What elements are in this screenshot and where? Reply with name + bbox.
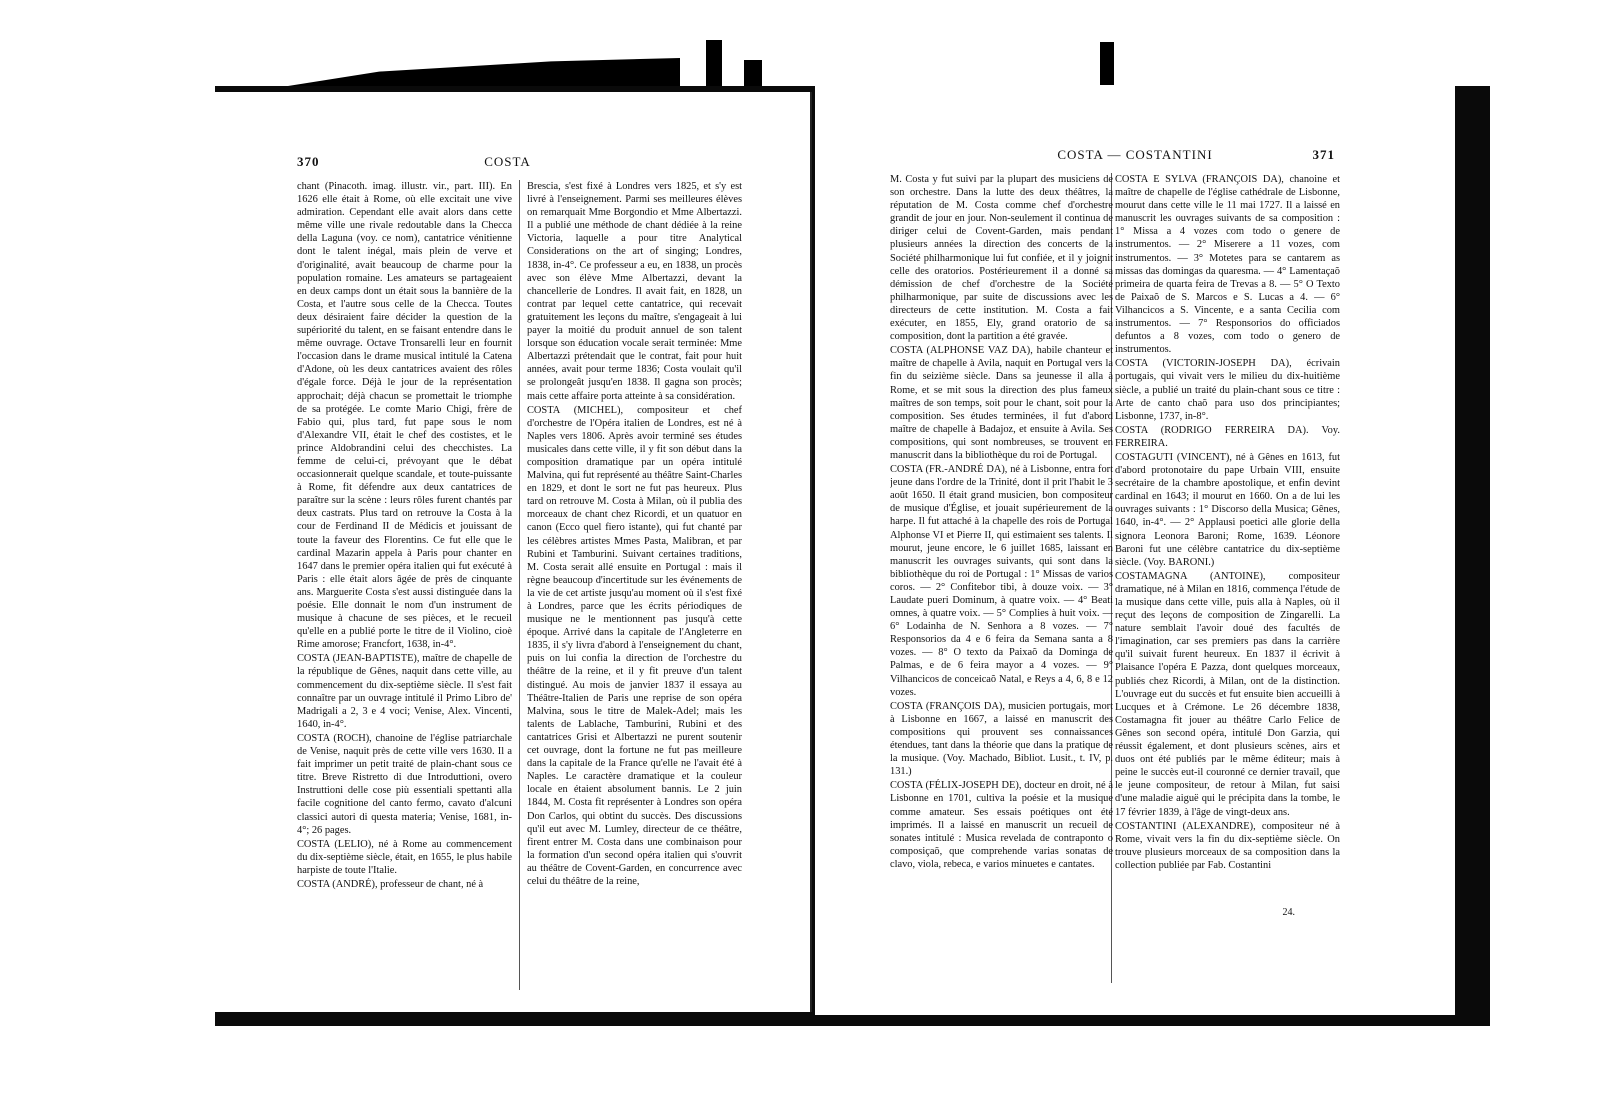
entry-costa-felix-joseph: COSTA (FÉLIX-JOSEPH DE), docteur en droit, né à Lisbonne en 1701, cultiva la poésie et la musique comme amateur. Ses essais poétiques ont été imprimés. Il a laissé en manuscrit un recueil de sonates intitulé : Musica revelada de contraponto o composiçaõ, que comprehende varias sonatas de clavo, viola, rebeca, e varios minuetes e cantates. [890,780,1113,870]
left-page-number: 370 [297,154,320,169]
entry-costa-victorin-joseph: COSTA (VICTORIN-JOSEPH DA), écrivain portugais, qui vivait vers le milieu du dix-huitième siècle, a publié un traité du plain-chant sous ce titre : Arte de canto chaõ para uso dos principiantes; Lisbonne, 1737, in-8°. [1115,358,1340,422]
entry-costa-michel-cont: M. Costa y fut suivi par la plupart des musiciens de son orchestre. Dans la lutte des deux théâtres, la réputation de M. Costa comme chef d'orchestre grandit de jour en jour. Non-seulement il continua de diriger celui de Covent-Garden, mais pendant plusieurs années la direction des concerts de la Société philharmonique lui fut confiée, et il y joignit celle des oratorios. Postérieurement il a donné sa démission de chef d'orchestre de la Société philharmonique, par suite de discussions avec les directeurs de cette institution. M. Costa a fait exécuter, en 1855, Ely, grand oratorio de sa composition, dont la partition a été gravée. [890,174,1113,343]
entry-costaguti: COSTAGUTI (VINCENT), né à Gênes en 1613, fut d'abord protonotaire du pape Urbain VIII, ensuite secrétaire de la chambre apostolique, et enfin devint cardinal en 1643; il mourut en 1660. On a de lui les ouvrages suivants : 1° Discorso della Musica; Gênes, 1640, in-4°. — 2° Applausi poetici alle glorie della signora Leonora Baroni; Rome, 1639. Léonore Baroni fut une célèbre cantatrice du dix-septième siècle. (Voy. BARONI.) [1115,451,1340,568]
entry-costa-roch: COSTA (ROCH), chanoine de l'église patriarchale de Venise, naquit près de cette ville vers 1630. Il a fait imprimer un petit traité de plain-chant sous ce titre. Breve Ristretto di due Introduttioni, overo Instruttioni delle cose più essentiali spettanti alla facile cognitione del canto fermo, cavato d'alcuni classici autori di questa materia; Venise, 1681, in-4°; 26 pages. [297,732,512,836]
scan-smudge-spine-left [706,40,722,92]
signature-mark: 24. [1282,907,1295,918]
entry-costa-andre-cont: Brescia, s'est fixé à Londres vers 1825, et s'y est livré à l'enseignement. Parmi ses meilleures élèves on remarquait Mme Borgondio et Mme Albertazzi. Il a publié une méthode de chant dédiée à la reine Victoria, laquelle a pour titre Analytical Considerations on the art of singing; Londres, 1838, in-4°. Ce professeur a eu, en 1838, un procès avec son élève Mme Albertazzi, devant la chancellerie de Londres. Il avait fait, en 1828, un contrat par lequel cette cantatrice, qui recevait gratuitement les leçons du maître, s'engageait à lui payer la moitié du produit annuel de son talent lorsque son éducation vocale serait terminée: Mme Albertazzi prétendait que le contrat, fait pour huit années, avait pour terme 1836; Costa voulait qu'il se prolongeât jusqu'en 1838. Il gagna son procès; mais cette affaire porta atteinte à sa considération. [527,181,742,402]
right-running-head: COSTA — COSTANTINI [1057,147,1213,162]
left-column-rule [519,180,520,990]
entry-costamagna: COSTAMAGNA (ANTOINE), compositeur dramatique, né à Milan en 1816, commença l'étude de la musique dans cette ville, puis alla à Naples, où il reçut des leçons de composition de Zingarelli. La nature semblait l'avoir doué des facultés de l'imagination, car ses premiers pas dans la carrière qu'il suivait furent heureux. En 1837 il écrivit à Plaisance l'opéra E Pazza, dont quelques morceaux, publiés chez Ricordi, à Milan, ont de la distinction. L'ouvrage eut du succès et fut ensuite bien accueilli à Lucques et à Crémone. Le 26 décembre 1838, Costamagna fit jouer au théâtre Carlo Felice de Gênes son second opéra, intitulé Don Garzia, qui réussit également, et dont plusieurs scènes, airs et duos ont été publiés par le même éditeur; mais à peine le succès eut-il couronné ce dernier travail, que le jeune compositeur, de retour à Milan, fut saisi d'une maladie aiguë qui le précipita dans la tombe, le 17 février 1839, à l'âge de vingt-deux ans. [1115,570,1340,818]
left-column-1 [297,180,512,1000]
right-page [815,85,1455,1015]
right-page-number: 371 [1312,147,1335,162]
entry-costa-fr-andre: COSTA (FR.-ANDRÉ DA), né à Lisbonne, entra fort jeune dans l'ordre de la Trinité, dont il prit l'habit le 3 août 1650. Il était grand musicien, bon compositeur de musique d'Église, et jouait supérieurement de la harpe. Il fut attaché à la chapelle des rois de Portugal Alphonse VI et Pierre II, qui estimaient ses talents. Il mourut, jeune encore, le 6 juillet 1685, laissant en manuscrit les ouvrages suivants, qui sont dans la bibliothèque du roi de Portugal : 1° Missas de varios coros. — 2° Confitebor tibi, à douze voix. — 3° Laudate pueri Dominum, à quatre voix. — 4° Beati omnes, à quatre voix. — 5° Complies à huit voix. — 6° Lodainha de N. Senhora a 8 vozes. — 7° Responsorios da 4 e 6 feira da Semana santa a 8 vozes. — 8° O texto da Paixaõ da Dominga de Palmas, e de 6 feira mayor a 4 vozes. — 9° Vilhancicos de conceicaõ Natal, e Reys a 4, 6, 8 e 12 vozes. [890,464,1113,698]
entry-costa-marguerite-cont: chant (Pinacoth. imag. illustr. vir., part. III). En 1626 elle était à Rome, où elle excitait une vive admiration. Cependant elle avait alors dans cette même ville une rivale redoutable dans la Checca della Laguna (voy. ce nom), cantatrice vénitienne dont le talent inégal, mais plein de verve et d'originalité, avait beaucoup de charme pour la population romaine. Les amateurs se partageaient en deux camps dont un était sous la bannière de la Costa, et l'autre sous celle de la Checca. Toutes deux désiraient faire décider la question de la supériorité du talent, en se faisant entendre dans le même ouvrage. Octave Tronsarelli leur en fournit l'occasion dans le drame musical intitulé la Catena d'Adone, où les deux cantatrices avaient des rôles d'égale force. Déjà le jour de la représentation approchait; déjà chacun se promettait le triomphe de sa protégée. Le comte Mario Chigi, frère de Fabio qui, plus tard, fut pape sous le nom d'Alexandre VII, était le chef des costistes, et le prince Aldobrandini celui des checchistes. La femme de celui-ci, prévoyant que le débat occasionnerait quelque scandale, et toute-puissante à Rome, fit défendre aux deux cantatrices de paraître sur la scène : leurs rôles furent chantés par deux castrats. Plus tard on retrouve la Costa à la cour de Ferdinand II de Médicis et jouissant de toute la faveur des Florentins. Ce fut elle que le cardinal Mazarin appela à Paris pour chanter en 1647 dans le premier opéra italien qui fut exécuté à Paris : elle était alors âgée de près de cinquante ans. Marguerite Costa s'est aussi distinguée dans la poésie. Elle donnait le nom d'un instrument de musique à chacune de ses pièces, et le recueil qu'elle en a publié porte le titre de il Violino, cioè Rime amorose; Francfort, 1638, in-4°. [297,181,512,651]
entry-costa-michel: COSTA (MICHEL), compositeur et chef d'orchestre de l'Opéra italien de Londres, est né à Naples vers 1806. Après avoir terminé ses études musicales dans cette ville, il y fit son début dans la composition dramatique par un opéra intitulé Malvina, qui fut représenté au théâtre Saint-Charles en 1829, et dont le sort ne fut pas heureux. Plus tard on retrouve M. Costa à Milan, où il publia des morceaux de chant chez Ricordi, et un quatuor en canon (Ecco quel fiero istante), qui fut chanté par les célèbres artistes Mmes Pasta, Malibran, et par Rubini et Tamburini. Suivant certaines traditions, M. Costa serait allé ensuite en Portugal : mais il règne beaucoup d'incertitude sur les événements de la vie de cet artiste jusqu'au moment où il s'est fixé à Londres, parce que les écrits périodiques de musique ne le mentionnent pas jusqu'à cette époque. Arrivé dans la capitale de l'Angleterre en 1835, il s'y livra d'abord à l'enseignement du chant, puis on lui confia la direction de l'orchestre du théâtre de la reine, et il y fit preuve d'un talent distingué. Au mois de janvier 1837 il essaya au Théâtre-Italien de Paris une reprise de son opéra Malvina, sous le titre de Malek-Adel; mais les talents de Lablache, Tamburini, Rubini et des cantatrices Grisi et Albertazzi ne purent soutenir cet ouvrage, dont la fortune ne fut pas meilleure dans la capitale de la France qu'elle ne l'avait été à Naples. Le caractère dramatique et la couleur locale en étaient absolument bannis. Le 2 juin 1844, M. Costa fit représenter à Londres son opéra Don Carlos, qui obtint du succès. Des discussions qu'il eut avec M. Lumley, directeur de ce théâtre, firent entrer M. Costa dans une combinaison pour la formation d'un second opéra italien qui s'ouvrit au théâtre de Covent-Garden, en concurrence avec celui du théâtre de la reine, [527,404,742,887]
entry-costa-jean-baptiste: COSTA (JEAN-BAPTISTE), maître de chapelle de la république de Gênes, naquit dans cette ville, au commencement du dix-septième siècle. Il s'est fait connaître par un ouvrage intitulé il Primo Libro de' Madrigali a 2, 3 e 4 voci; Venise, Alex. Vincenti, 1640, in-4°. [297,653,512,730]
left-column-2 [527,180,742,1000]
entry-costa-francois: COSTA (FRANÇOIS DA), musicien portugais, mort à Lisbonne en 1667, a laissé en manuscrit des compositions qui prouvent ses connaissances étendues, tant dans la théorie que dans la pratique de la musique. (Voy. Machado, Bibliot. Lusit., t. IV, p. 131.) [890,700,1113,778]
right-column-1 [890,173,1113,993]
entry-costa-alphonse: COSTA (ALPHONSE VAZ DA), habile chanteur et maître de chapelle à Avila, naquit en Portugal vers la fin du seizième siècle. Dans sa jeunesse il alla à Rome, et se mit sous la direction des plus fameux maîtres de son temps, soit pour le chant, soit pour la composition. Ses études terminées, il fut d'abord maître de chapelle à Badajoz, et ensuite à Avila. Ses compositions, qui sont nombreuses, se trouvent en manuscrit dans la bibliothèque du roi de Portugal. [890,345,1113,461]
left-running-head: COSTA [484,154,531,169]
entry-costa-lelio: COSTA (LELIO), né à Rome au commencement du dix-septième siècle, était, en 1655, le plus habile harpiste de toute l'Italie. [297,838,512,876]
left-page [205,92,812,1012]
left-page-header [205,154,810,172]
entry-costantini: COSTANTINI (ALEXANDRE), compositeur né à Rome, vivait vers la fin du dix-septième siècle. On trouve plusieurs morceaux de sa composition dans la collection publiée par Fab. Costantini [1115,820,1340,871]
entry-costa-andre: COSTA (ANDRÉ), professeur de chant, né à [297,878,484,890]
right-page-header [815,147,1455,165]
scan-smudge-spine-right [1100,42,1114,86]
entry-costa-rodrigo: COSTA (RODRIGO FERREIRA DA). Voy. FERREIRA. [1115,424,1340,449]
right-column-2 [1115,173,1340,1003]
entry-costa-e-sylva: COSTA E SYLVA (FRANÇOIS DA), chanoine et maître de chapelle de l'église cathédrale de Lisbonne, mourut dans cette ville le 11 mai 1727. Il a laissé en manuscrit les ouvrages suivants de sa composition : 1° Missa a 4 vozes com todo o genere de instrumentos. — 2° Miserere a 11 vozes, com instrumentos. — 3° Motetes para se cantarem as missas das domingas da quaresma. — 4° Lamentaçaõ primeira de quarta feira de Trevas a 8. — 5° O Texto de Paixaõ de S. Marcos e S. Lucas a 4. — 6° Vilhancicos a S. Vincente, e a santa Cecilia com instrumentos. — 7° Responsorios do officiados defuntos a 8 vozes, com todo o genero de instrumentos. [1115,174,1340,356]
